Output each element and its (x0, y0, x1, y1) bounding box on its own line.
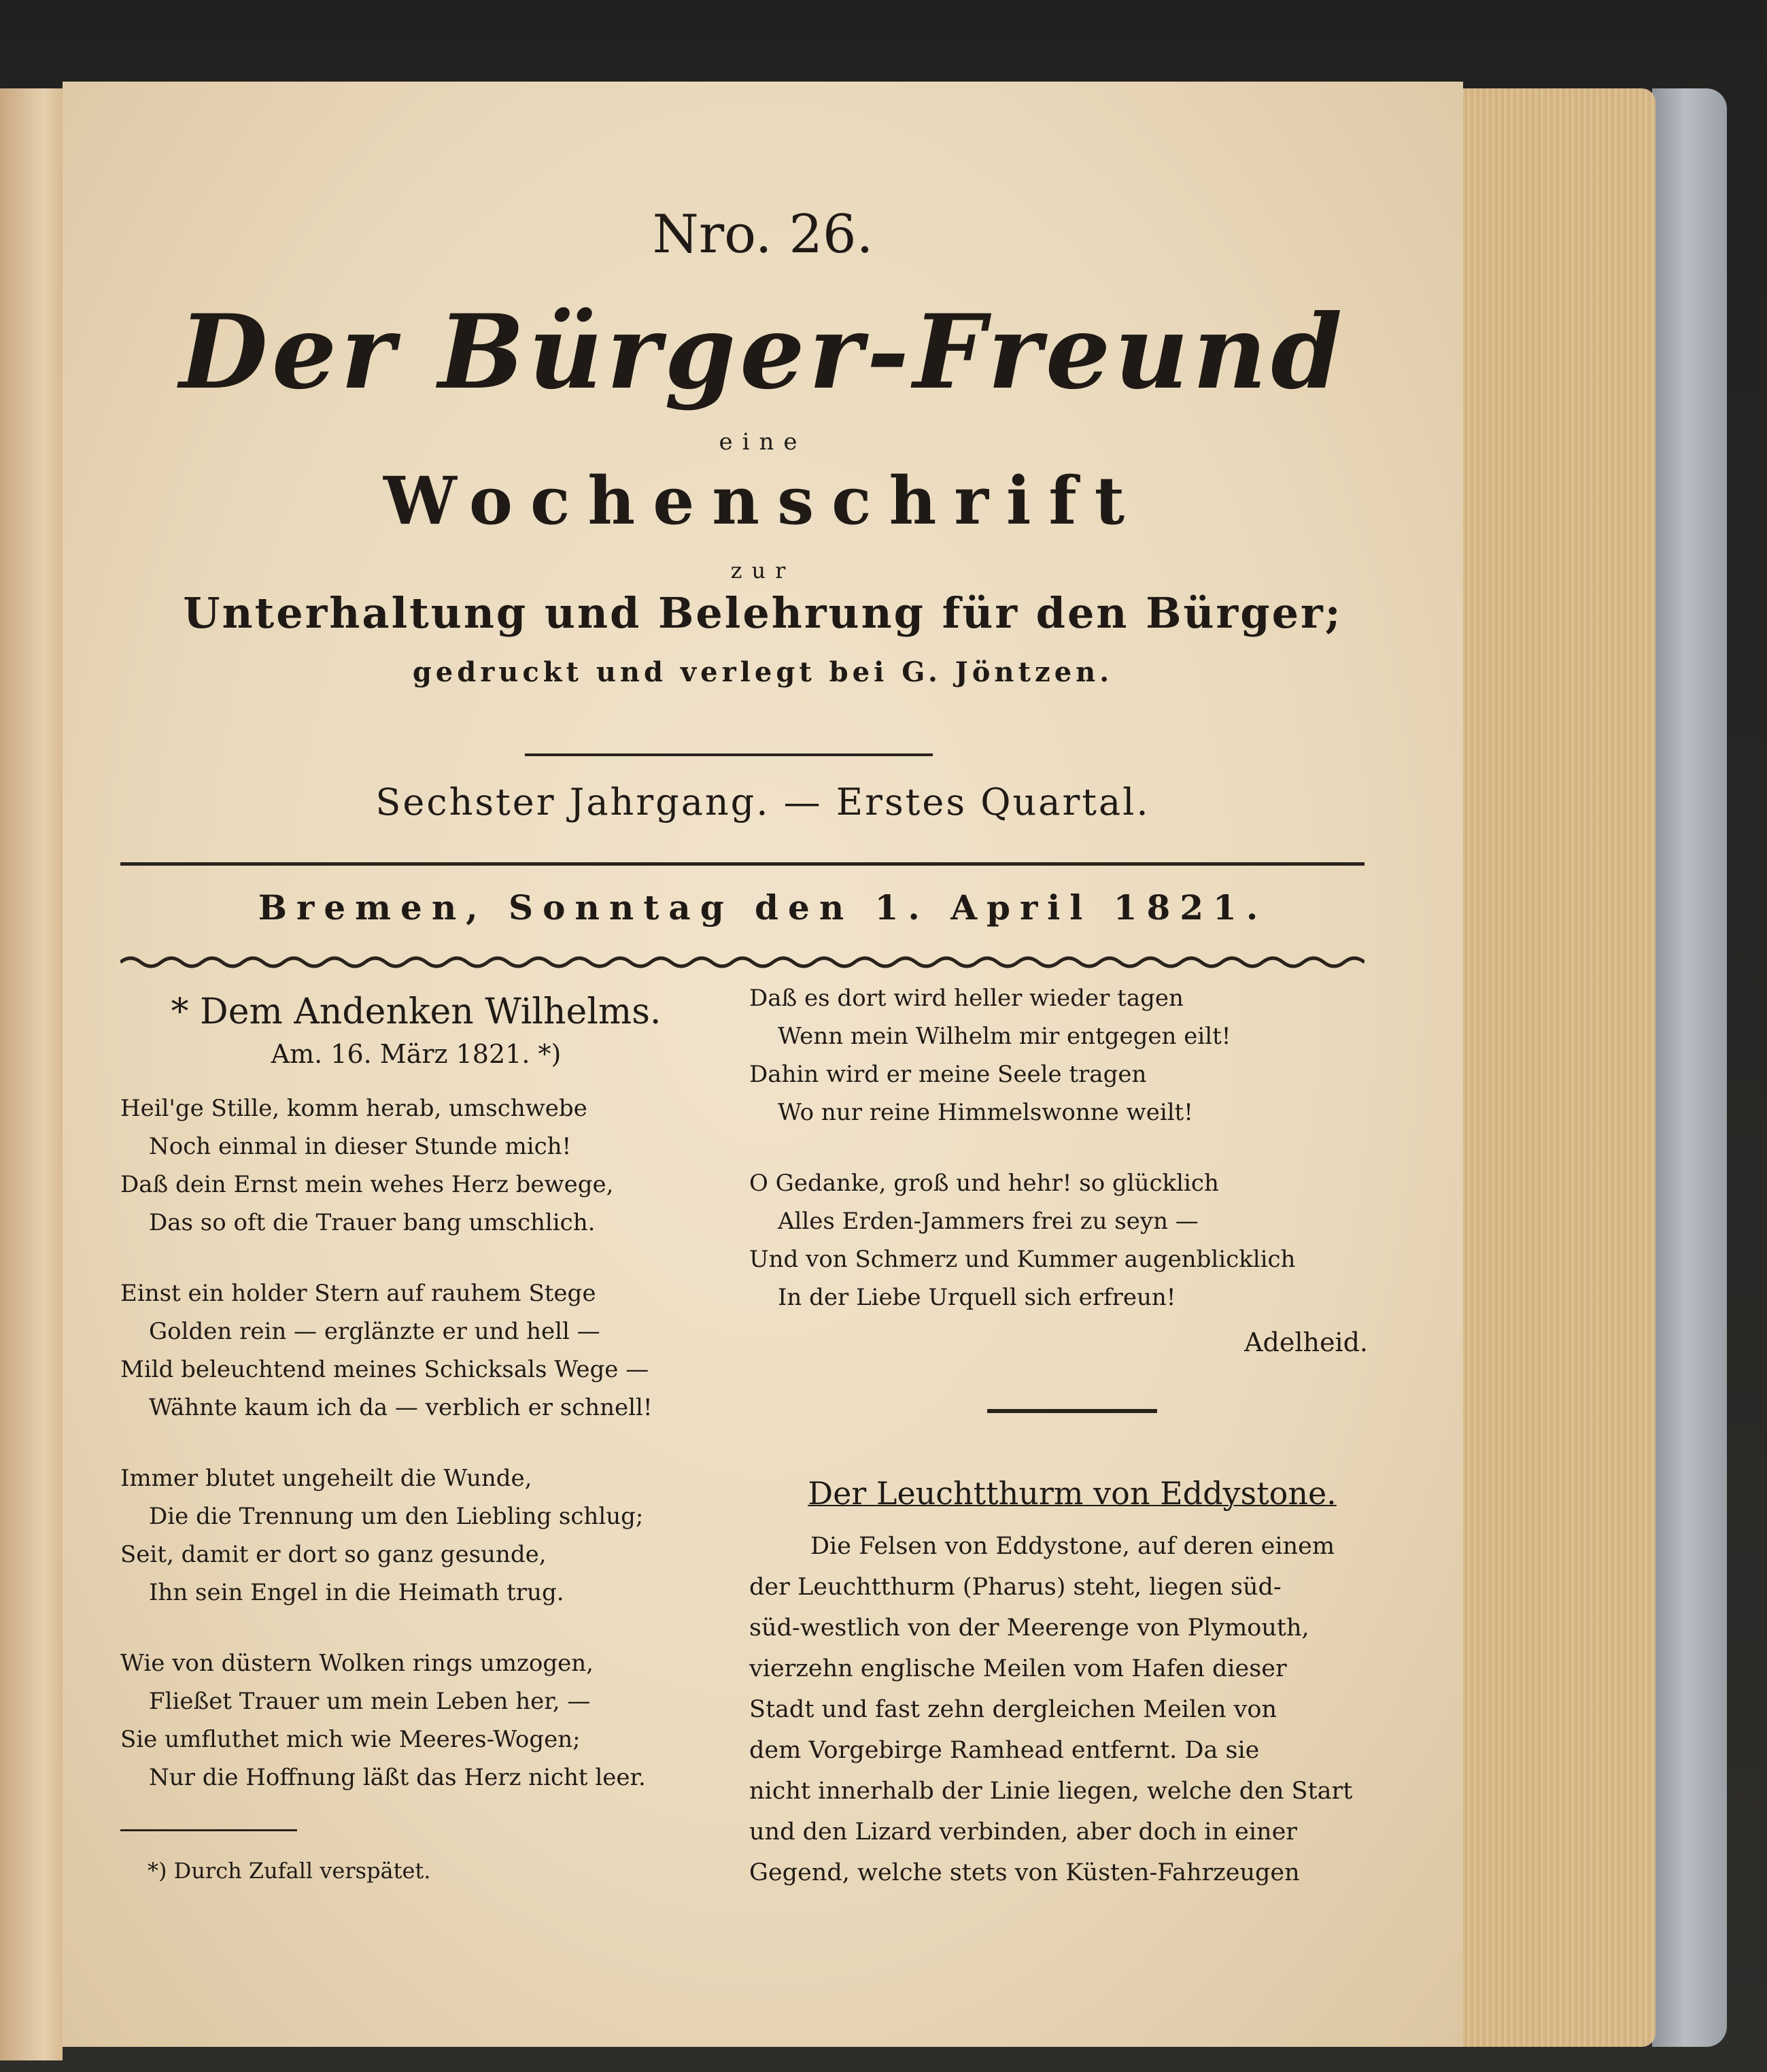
poem-line: Daß dein Ernst mein wehes Herz bewege, (120, 1171, 614, 1198)
dateline: Bremen, Sonntag den 1. April 1821. (258, 887, 1268, 928)
poem-stanza (120, 1274, 712, 1427)
article-line: süd-westlich von der Meerenge von Plymouth, (749, 1614, 1309, 1642)
poem-line: In der Liebe Urquell sich erfreun! (778, 1284, 1176, 1311)
poem-line: Die die Trennung um den Liebling schlug; (149, 1503, 644, 1530)
article-line: und den Lizard verbinden, aber doch in einer (749, 1818, 1298, 1846)
poem-line: Dahin wird er meine Seele tragen (749, 1061, 1147, 1088)
poem-stanza (120, 1089, 712, 1242)
poem-line: Wie von düstern Wolken rings umzogen, (120, 1650, 594, 1677)
poem-line: Das so oft die Trauer bang umschlich. (149, 1209, 596, 1236)
poem-line: Wo nur reine Himmelswonne weilt! (778, 1099, 1193, 1126)
poem-line: Einst ein holder Stern auf rauhem Stege (120, 1280, 596, 1307)
article-line: Gegend, welche stets von Küsten-Fahrzeugen (749, 1859, 1300, 1886)
poem-line: Daß es dort wird heller wieder tagen (749, 985, 1184, 1012)
poem-stanza (120, 1459, 712, 1612)
poem-line: Alles Erden-Jammers frei zu seyn — (778, 1208, 1199, 1235)
poem-line: Heil'ge Stille, komm herab, umschwebe (120, 1095, 587, 1122)
footnote-rule (120, 1829, 297, 1831)
poem-line: Nur die Hoffnung läßt das Herz nicht leer. (149, 1764, 646, 1791)
article-line: der Leuchtthurm (Pharus) steht, liegen süd- (749, 1574, 1282, 1601)
poem-date: Am. 16. März 1821. *) (271, 1039, 562, 1069)
masthead-rule (525, 753, 933, 756)
masthead-wochenschrift: Wochenschrift (383, 462, 1143, 539)
masthead-publisher: gedruckt und verlegt bei G. Jöntzen. (412, 656, 1114, 688)
poem-line: Seit, damit er dort so ganz gesunde, (120, 1541, 547, 1568)
issue-number: Nro. 26. (652, 204, 874, 265)
poem-line: Noch einmal in dieser Stunde mich! (149, 1133, 572, 1160)
poem-line: Und von Schmerz und Kummer augenblicklich (749, 1246, 1296, 1273)
poem-stanza (749, 1164, 1395, 1317)
poem-line: Mild beleuchtend meines Schicksals Wege — (120, 1356, 649, 1383)
article-body (749, 1526, 1395, 1893)
poem-line: Wenn mein Wilhelm mir entgegen eilt! (778, 1023, 1231, 1050)
masthead-eine: eine (719, 428, 807, 456)
poem-stanza (120, 1644, 712, 1797)
article-line: Stadt und fast zehn dergleichen Meilen von (749, 1696, 1277, 1723)
poem-line: Ihn sein Engel in die Heimath trug. (149, 1579, 564, 1606)
footnote: *) Durch Zufall verspätet. (148, 1858, 431, 1884)
masthead-subtitle: Unterhaltung und Belehrung für den Bürger; (183, 588, 1343, 638)
newspaper-title: Der Bürger-Freund (179, 292, 1347, 412)
article-line: vierzehn englische Meilen vom Hafen dieser (749, 1655, 1287, 1682)
section-separator (987, 1409, 1157, 1413)
masthead-edition: Sechster Jahrgang. — Erstes Quartal. (375, 781, 1150, 823)
poem-line: Fließet Trauer um mein Leben her, — (149, 1688, 591, 1715)
poem-title: * Dem Andenken Wilhelms. (171, 991, 662, 1032)
poem-signature: Adelheid. (1244, 1327, 1368, 1357)
poem-line: Wähnte kaum ich da — verblich er schnell! (149, 1394, 653, 1421)
wavy-rule (120, 949, 1365, 976)
poem-stanza (749, 979, 1395, 1132)
left-page-edge (0, 88, 63, 2060)
poem-line: O Gedanke, groß und hehr! so glücklich (749, 1170, 1219, 1197)
newspaper-page (63, 82, 1463, 2047)
poem-line: Golden rein — erglänzte er und hell — (149, 1318, 600, 1345)
article-line: Die Felsen von Eddystone, auf deren einem (810, 1533, 1335, 1560)
poem-line: Immer blutet ungeheilt die Wunde, (120, 1465, 532, 1492)
left-column (120, 979, 712, 1890)
page-block-edge (1458, 88, 1656, 2047)
article-line: nicht innerhalb der Linie liegen, welche den Start (749, 1778, 1353, 1805)
article-title: Der Leuchtthurm von Eddystone. (808, 1475, 1337, 1512)
right-column (749, 979, 1395, 1893)
poem-line: Sie umfluthet mich wie Meeres-Wogen; (120, 1726, 581, 1753)
dateline-rule (120, 862, 1365, 866)
article-line: dem Vorgebirge Ramhead entfernt. Da sie (749, 1737, 1260, 1764)
book-cover (1652, 88, 1727, 2047)
masthead-zur: zur (730, 558, 795, 583)
